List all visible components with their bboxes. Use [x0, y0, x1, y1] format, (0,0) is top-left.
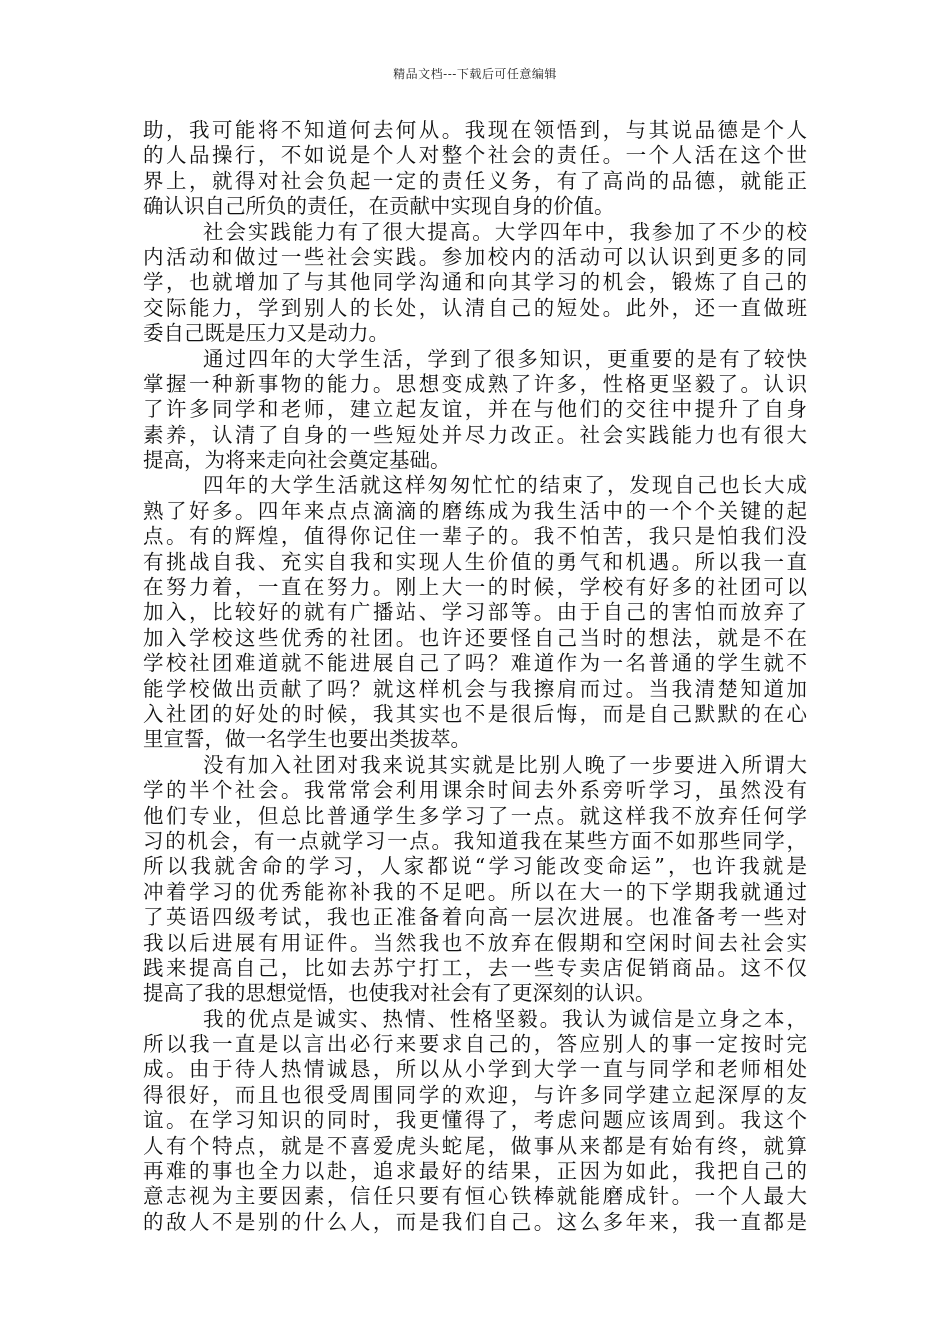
text-line: 熟了好多。四年来点点滴滴的磨练成为我生活中的一个个关键的起 [143, 498, 807, 523]
text-line: 委自己既是压力又是动力。 [143, 321, 389, 346]
text-line: 确认识自己所负的责任，在贡献中实现自身的价值。 [143, 194, 615, 219]
text-line: 能学校做出贡献了吗？就这样机会与我擦肩而过。当我清楚知道加 [143, 676, 807, 701]
text-line: 学，也就增加了与其他同学沟通和向其学习的机会，锻炼了自己的 [143, 270, 807, 295]
text-line: 里宣誓，做一名学生也要出类拔萃。 [143, 727, 471, 752]
text-line: 掌握一种新事物的能力。思想变成熟了许多，性格更坚毅了。认识 [143, 371, 807, 396]
text-line: 学校社团难道就不能进展自己了吗？难道作为一名普通的学生就不 [143, 651, 807, 676]
text-line: 所以我就舍命的学习，人家都说“学习能改变命运”，也许我就是 [143, 854, 807, 879]
text-line: 了英语四级考试，我也正准备着向高一层次进展。也准备考一些对 [143, 905, 807, 930]
page-header: 精品文档---下载后可任意编辑 [393, 67, 557, 81]
text-line: 通过四年的大学生活，学到了很多知识，更重要的是有了较快 [203, 346, 807, 371]
text-line: 助，我可能将不知道何去何从。我现在领悟到，与其说品德是个人 [143, 118, 807, 142]
text-line: 有挑战自我、充实自我和实现人生价值的勇气和机遇。所以我一直 [143, 549, 807, 574]
text-line: 学的半个社会。我常常会利用课余时间去外系旁听学习，虽然没有 [143, 778, 807, 803]
text-line: 界上，就得对社会负起一定的责任义务，有了高尚的品德，就能正 [143, 168, 807, 193]
text-line: 入社团的好处的时候，我其实也不是很后悔，而是自己默默的在心 [143, 701, 807, 726]
paragraph [143, 118, 807, 220]
paragraph [143, 473, 807, 752]
text-line: 再难的事也全力以赴，追求最好的结果，正因为如此，我把自己的 [143, 1159, 807, 1184]
paragraph [143, 1007, 807, 1236]
text-line: 习的机会，有一点就学习一点。我知道我在某些方面不如那些同学， [143, 828, 807, 853]
text-line: 提高了我的思想觉悟，也使我对社会有了更深刻的认识。 [143, 981, 656, 1006]
text-line: 了许多同学和老师，建立起友谊，并在与他们的交往中提升了自身 [143, 397, 807, 422]
paragraph [143, 347, 807, 474]
text-line: 加入学校这些优秀的社团。也许还要怪自己当时的想法，就是不在 [143, 625, 807, 650]
text-line: 意志视为主要因素，信任只要有恒心铁棒就能磨成针。一个人最大 [143, 1184, 807, 1209]
text-line: 交际能力，学到别人的长处，认清自己的短处。此外，还一直做班 [143, 295, 807, 320]
text-line: 的人品操行，不如说是个人对整个社会的责任。一个人活在这个世 [143, 143, 807, 168]
text-line: 素养，认清了自身的一些短处并尽力改正。社会实践能力也有很大 [143, 422, 807, 447]
text-line: 践来提高自己，比如去苏宁打工，去一些专卖店促销商品。这不仅 [143, 955, 807, 980]
text-line: 所以我一直是以言出必行来要求自己的，答应别人的事一定按时完 [143, 1032, 807, 1057]
document-body [143, 118, 807, 1235]
text-line: 在努力着，一直在努力。刚上大一的时候，学校有好多的社团可以 [143, 575, 807, 600]
text-line: 冲着学习的优秀能祢补我的不足吧。所以在大一的下学期我就通过 [143, 879, 807, 904]
text-line: 我以后进展有用证件。当然我也不放弃在假期和空闲时间去社会实 [143, 930, 807, 955]
paragraph [143, 220, 807, 347]
text-line: 社会实践能力有了很大提高。大学四年中，我参加了不少的校 [203, 219, 807, 244]
text-line: 得很好，而且也很受周围同学的欢迎，与许多同学建立起深厚的友 [143, 1082, 807, 1107]
text-line: 我的优点是诚实、热情、性格坚毅。我认为诚信是立身之本， [203, 1006, 807, 1031]
text-line: 谊。在学习知识的同时，我更懂得了，考虑问题应该周到。我这个 [143, 1108, 807, 1133]
text-line: 人有个特点，就是不喜爱虎头蛇尾，做事从来都是有始有终，就算 [143, 1133, 807, 1158]
paragraph [143, 753, 807, 1007]
text-line: 他们专业，但总比普通学生多学习了一点。就这样我不放弃任何学 [143, 803, 807, 828]
text-line: 的敌人不是别的什么人，而是我们自己。这么多年来，我一直都是 [143, 1209, 807, 1234]
text-line: 加入，比较好的就有广播站、学习部等。由于自己的害怕而放弃了 [143, 600, 807, 625]
text-line: 点。有的辉煌，值得你记住一辈子的。我不怕苦，我只是怕我们没 [143, 524, 807, 549]
text-line: 内活动和做过一些社会实践。参加校内的活动可以认识到更多的同 [143, 244, 807, 269]
text-line: 提高，为将来走向社会奠定基础。 [143, 448, 451, 473]
text-line: 四年的大学生活就这样匆匆忙忙的结束了，发现自己也长大成 [203, 473, 807, 498]
text-line: 成。由于待人热情诚恳，所以从小学到大学一直与同学和老师相处 [143, 1057, 807, 1082]
text-line: 没有加入社团对我来说其实就是比别人晚了一步要进入所谓大 [203, 752, 807, 777]
